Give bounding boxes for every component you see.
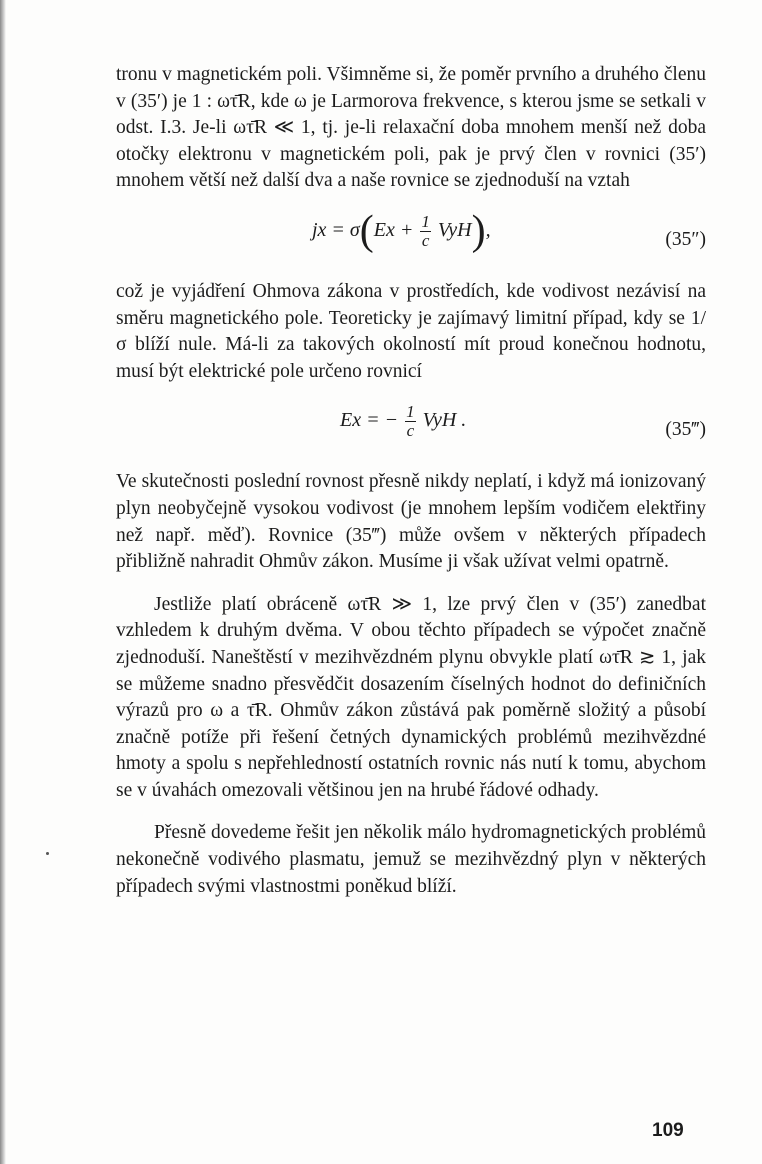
fraction-denominator: c <box>421 230 430 250</box>
fraction-numerator: 1 <box>406 402 415 422</box>
equation-body <box>340 403 466 440</box>
left-paren: ( <box>359 208 374 255</box>
page-number: 109 <box>652 1120 684 1141</box>
paragraph-5: Přesně dovedeme řešit jen několik málo hydromagnetických problémů nekonečně vodivého plasmatu, jemuž se mezihvězdný plyn v některých případech svými vlastnostmi poněkud blíží. <box>116 822 706 897</box>
paragraph-4: Jestliže platí obráceně ωτ̄R ≫ 1, lze prvý člen v (35′) zanedbat vzhledem k druhým dvěma. V obou těchto případech se výpočet značně zjednoduší. Naneštěstí v mezihvězdném plynu obvykle platí ωτ̄R ≳ 1, jak se můžeme snadno přesvědčit dosazením číselných hodnot do definičních výrazů pro ω a τ̄R. Ohmův zákon zůstává pak poměrně složitý a působí značně potíže při řešení četných dynamických problémů mezihvězdné hmoty a spolu s nepřehledností ostatních rovnic nás nutí k tomu, abychom se v úvahách omezovali většinou jen na hrubé řádové odhady. <box>116 593 706 801</box>
paragraph-1: tronu v magnetickém poli. Všimněme si, že poměr prvního a druhého členu v (35′) je 1 : ωτ̄R, kde ω je Larmorova frekvence, s kterou jsme se setkali v odst. I.3. Je-li ωτ̄R ≪ 1, tj. je-li relaxační doba mnohem menší než doba otočky elektronu v magnetickém poli, pak je prvý člen v rovnici (35′) mnohem větší než další dva a naše rovnice se zjednoduší na vztah <box>116 64 706 192</box>
equation-number: (35‴) <box>665 419 706 441</box>
fraction-denominator: c <box>406 421 415 441</box>
margin-speck <box>46 852 49 855</box>
equation-35-triple-prime <box>116 393 706 463</box>
fraction-numerator: 1 <box>421 211 430 231</box>
paragraph-2: což je vyjádření Ohmova zákona v prostředích, kde vodivost nezávisí na směru magnetického pole. Teoreticky je zajímavý limitní případ, kdy se 1/σ blíží nule. Má-li za takových okolností mít proud konečnou hodnotu, musí být elektrické pole určeno rovnicí <box>116 280 706 382</box>
right-paren: ) <box>471 208 486 255</box>
text-block <box>116 62 706 900</box>
equation-number: (35″) <box>665 228 706 250</box>
page-gutter-shadow <box>0 0 6 1164</box>
equation-term-a: Ex + <box>373 219 414 242</box>
equation-lhs: Ex = − <box>340 409 399 432</box>
equation-term-b: VyH <box>437 219 472 242</box>
equation-lhs: jx = σ <box>312 219 360 242</box>
equation-rhs: VyH . <box>422 409 467 432</box>
fraction <box>420 213 431 250</box>
equation-body <box>312 208 491 255</box>
equation-trail: , <box>485 219 491 242</box>
fraction <box>405 403 416 440</box>
equation-35-double-prime <box>116 203 706 273</box>
paragraph-3: Ve skutečnosti poslední rovnost přesně nikdy neplatí, i když má ionizovaný plyn neobyčejně vysokou vodivost (je mnohem lepším vodičem elektřiny než např. měď). Rovnice (35‴) může ovšem v některých případech přibližně nahradit Ohmův zákon. Musíme ji však užívat velmi opatrně. <box>116 471 706 573</box>
